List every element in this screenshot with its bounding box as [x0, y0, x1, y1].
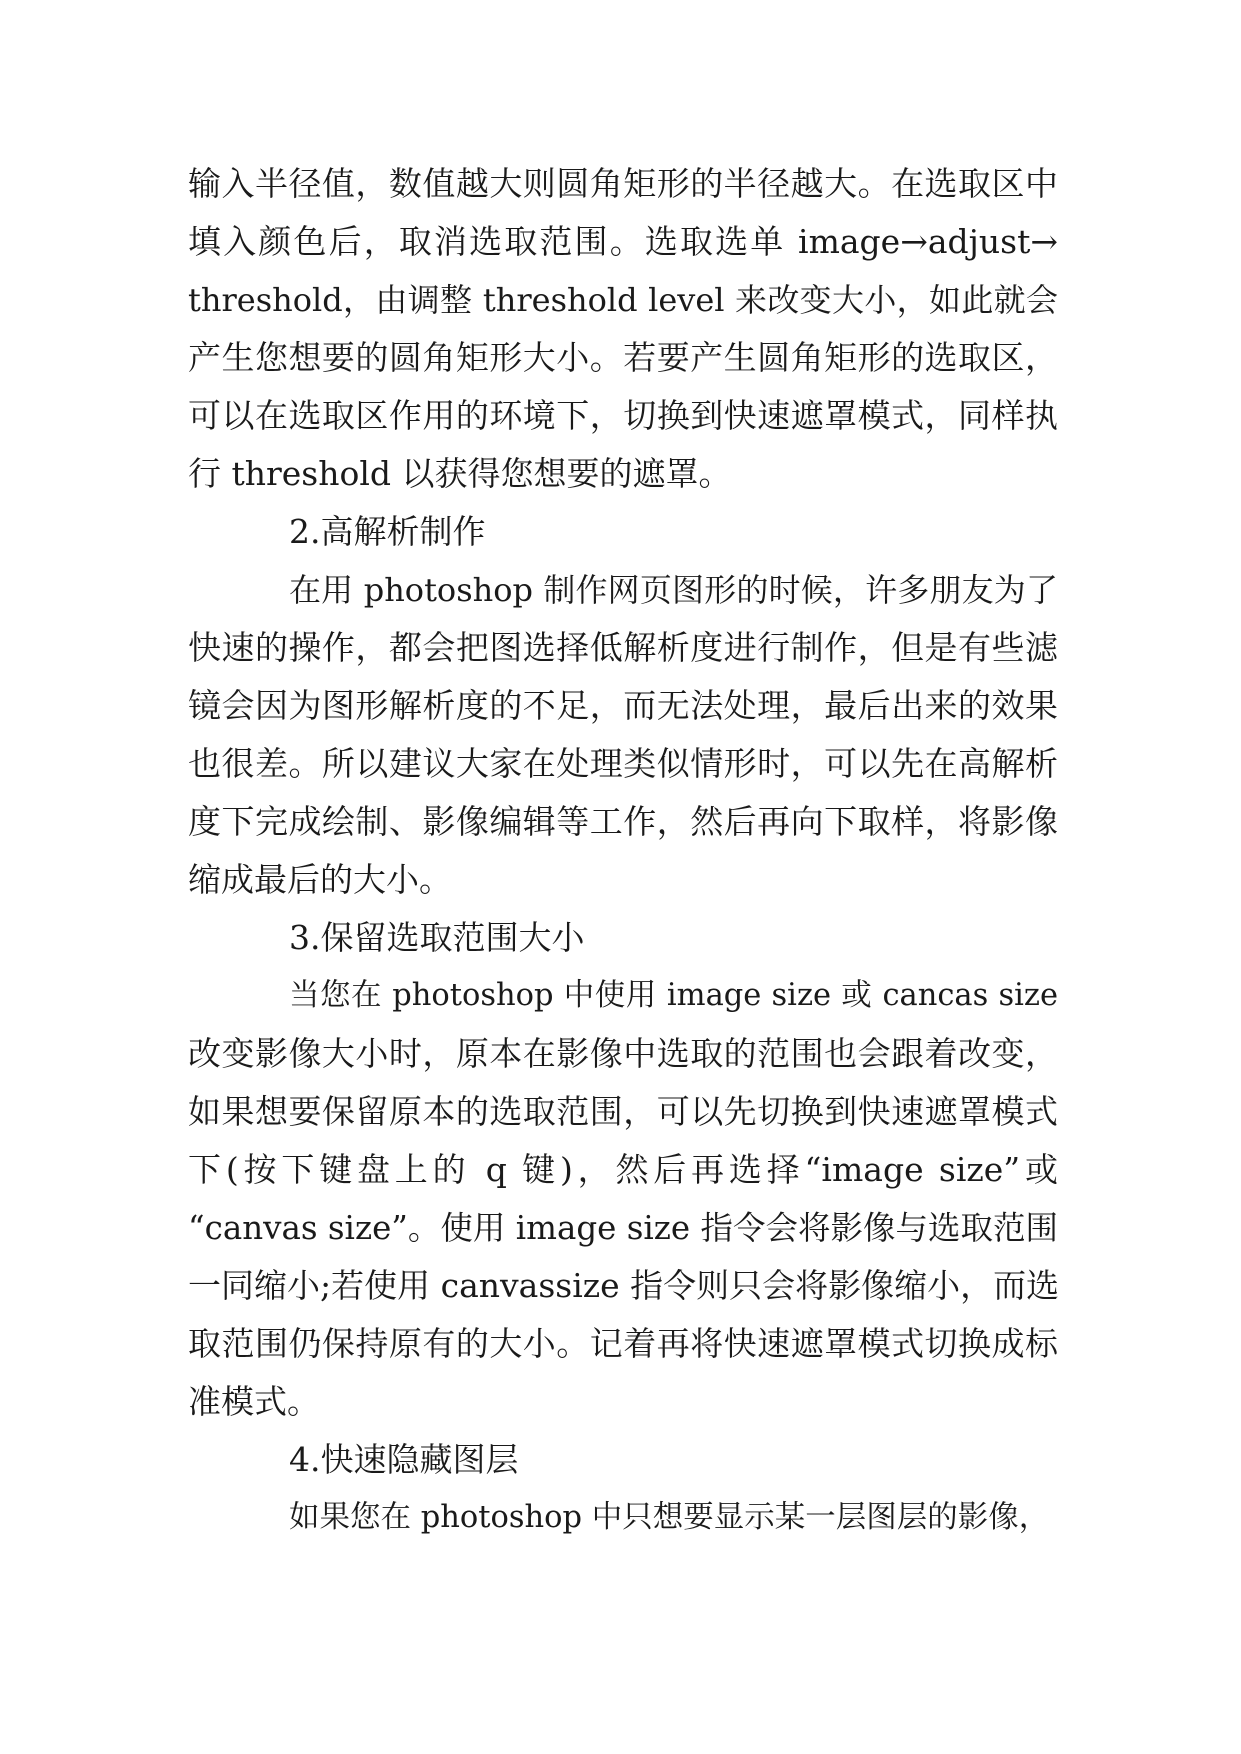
- body-text-line: 一同缩小;若使用 canvassize 指令则只会将影像缩小，而选: [188, 1266, 1060, 1305]
- body-text-line: 缩成最后的大小。: [188, 860, 452, 899]
- body-text-line: 改变影像大小时，原本在影像中选取的范围也会跟着改变，: [188, 1034, 1058, 1073]
- section-heading: 2.高解析制作: [289, 512, 486, 551]
- body-text-line: 也很差。所以建议大家在处理类似情形时，可以先在高解析: [188, 744, 1058, 783]
- body-text-line: threshold，由调整 threshold level 来改变大小，如此就会: [188, 281, 1058, 319]
- body-text-line: 快速的操作，都会把图选择低解析度进行制作，但是有些滤: [188, 628, 1058, 667]
- body-text-line: 度下完成绘制、影像编辑等工作，然后再向下取样，将影像: [188, 802, 1058, 841]
- section-heading: 4.快速隐藏图层: [289, 1440, 519, 1479]
- section-heading: 3.保留选取范围大小: [289, 918, 585, 957]
- body-text-line: 准模式。: [188, 1382, 320, 1421]
- body-text-line: 如果想要保留原本的选取范围，可以先切换到快速遮罩模式: [188, 1092, 1058, 1131]
- body-text-line: 产生您想要的圆角矩形大小。若要产生圆角矩形的选取区，: [188, 338, 1058, 377]
- body-text-line: 如果您在 photoshop 中只想要显示某一层图层的影像，: [289, 1500, 1050, 1535]
- body-text-line: 可以在选取区作用的环境下，切换到快速遮罩模式，同样执: [188, 396, 1058, 435]
- body-text-line: 镜会因为图形解析度的不足，而无法处理，最后出来的效果: [188, 686, 1058, 725]
- body-text-line: 输入半径值，数值越大则圆角矩形的半径越大。在选取区中: [188, 164, 1058, 203]
- body-text-line: 行 threshold 以获得您想要的遮罩。: [188, 454, 732, 493]
- body-text-line: 下(按下键盘上的 q 键)，然后再选择“image size”或: [188, 1150, 1058, 1189]
- body-text-line: 填入颜色后，取消选取范围。选取选单 image→adjust→: [188, 222, 1058, 261]
- body-text-line: 在用 photoshop 制作网页图形的时候，许多朋友为了: [289, 571, 1058, 609]
- body-text-line: 当您在 photoshop 中使用 image size 或 cancas size: [289, 978, 1058, 1013]
- body-text-line: 取范围仍保持原有的大小。记着再将快速遮罩模式切换成标: [188, 1324, 1058, 1363]
- body-text-line: “canvas size”。使用 image size 指令会将影像与选取范围: [188, 1209, 1058, 1247]
